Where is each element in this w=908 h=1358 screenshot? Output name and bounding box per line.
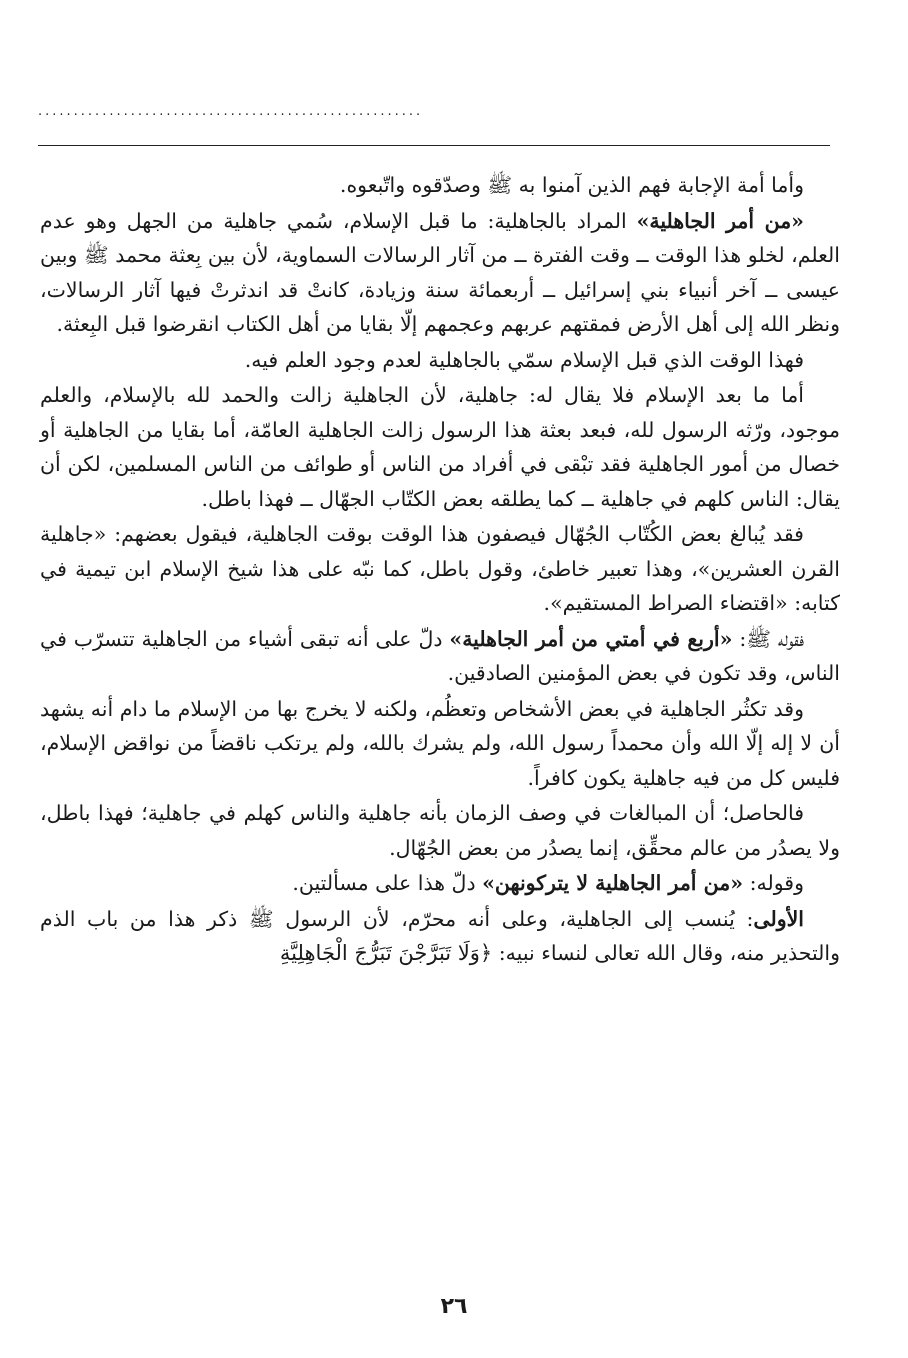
paragraph-8: فالحاصل؛ أن المبالغات في وصف الزمان بأنه جاهلية والناس كهلم في جاهلية؛ فهذا باطل، ولا يصدُر من عالم محقِّق، إنما يصدُر من بعض الجُهّال.	[40, 801, 840, 860]
paragraph-9: وقوله: «من أمر الجاهلية لا يتركونهن» دلّ هذا على مسألتين.	[292, 871, 804, 895]
paragraph-2: «من أمر الجاهلية» المراد بالجاهلية: ما قبل الإسلام، سُمي جاهلية من الجهل وهو عدم العلم، لخلو هذا الوقت ــ وقت الفترة ــ من آثار الرسالات السماوية، لأن بين بِعثة محمد ﷺ وبين عيسى ــ آخر أنبياء بني إسرائيل ــ أربعمائة سنة وزيادة، كانتْ قد اندثرتْ فيها آثار الرسالات، ونظر الله إلى أهل الأرض فمقتهم عربهم وعجمهم إلّا بقايا من أهل الكتاب انقرضوا قبل البِعثة.	[40, 208, 840, 336]
quoted-phrase: «من أمر الجاهلية لا يتركونهن»	[482, 871, 744, 895]
paragraph-1: وأما أمة الإجابة فهم الذين آمنوا به ﷺ وصدّقوه واتّبعوه.	[339, 173, 804, 197]
paragraph-3: فهذا الوقت الذي قبل الإسلام سمّي بالجاهلية لعدم وجود العلم فيه.	[244, 347, 804, 372]
paragraph-10: الأولى: يُنسب إلى الجاهلية، وعلى أنه محرّم، لأن الرسول ﷺ ذكر هذا من باب الذم والتحذير منه، وقال الله تعالى لنساء نبيه: ﴿وَلَا تَبَرَّجْنَ تَبَرُّجَ الْجَاهِلِيَّةِ	[40, 906, 840, 965]
header-dotted-line: ......................................................	[38, 104, 424, 119]
paragraph-6: فقوله ﷺ: «أربع في أمتي من أمر الجاهلية» دلّ على أنه تبقى أشياء من الجاهلية تتسرّب في الناس، وقد تكون في بعض المؤمنين الصادقين.	[40, 626, 840, 685]
quoted-hadith: «أربع في أمتي من أمر الجاهلية»	[449, 626, 733, 651]
body-text	[40, 168, 840, 971]
quoted-phrase: «من أمر الجاهلية»	[636, 208, 804, 233]
paragraph-5: فقد يُبالغ بعض الكُتّاب الجُهّال فيصفون هذا الوقت بوقت الجاهلية، فيقول بعضهم: «جاهلية القرن العشرين»، وهذا تعبير خاطئ، وقول باطل، كما نبّه على هذا شيخ الإسلام ابن تيمية في كتابه: «اقتضاء الصراط المستقيم».	[40, 522, 840, 615]
page-number: ٢٦	[440, 1294, 468, 1319]
section-label: الأولى	[753, 906, 804, 931]
paragraph-4: أما ما بعد الإسلام فلا يقال له: جاهلية، لأن الجاهلية زالت والحمد لله بالإسلام، والعلم موجود، ورّثه الرسول لله، فبعد بعثة هذا الرسول زالت الجاهلية العامّة، أما بقايا من الجاهلية أو خصال من أمور الجاهلية فقد تبْقى في أفراد من الناس أو طوائف من الناس المسلمين، لكن أن يقال: الناس كلهم في جاهلية ــ كما يطلقه بعض الكتّاب الجهّال ــ فهذا باطل.	[40, 383, 840, 511]
header-rule	[38, 145, 830, 146]
paragraph-7: وقد تكثُر الجاهلية في بعض الأشخاص وتعظُم، ولكنه لا يخرج بها من الإسلام ما دام أنه يشهد أن لا إله إلّا الله وأن محمداً رسول الله، ولم يشرك بالله، ولم يرتكب ناقضاً من نواقض الإسلام، فليس كل من فيه جاهلية يكون كافراً.	[40, 696, 840, 790]
quran-verse: ﴿وَلَا تَبَرَّجْنَ تَبَرُّجَ الْجَاهِلِيَّةِ	[279, 941, 493, 965]
